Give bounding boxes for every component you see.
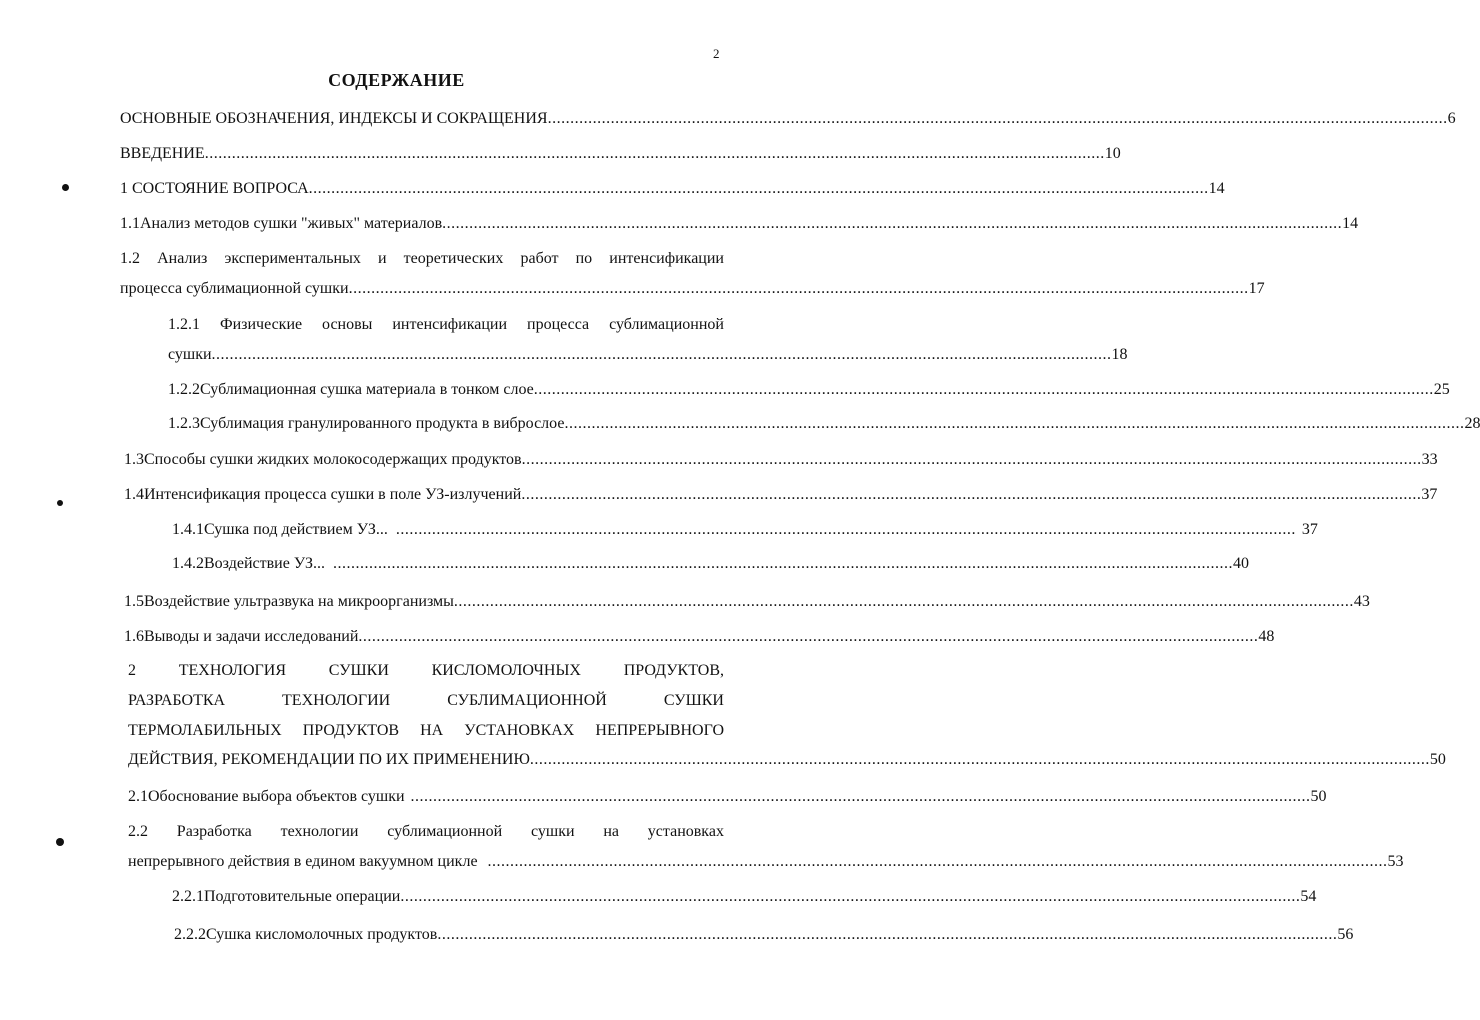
toc-page-number: 25 xyxy=(1433,381,1450,398)
toc-page-number: 18 xyxy=(1111,346,1128,363)
toc-section-number: 1.4.2 xyxy=(172,555,204,572)
toc-word: Разработка xyxy=(176,823,252,840)
toc-word: теоретических xyxy=(403,250,504,267)
toc-section-number: 2.1 xyxy=(128,788,148,805)
toc-section-number: 1.4 xyxy=(124,486,144,503)
toc-page-number: 50 xyxy=(1429,751,1446,768)
toc-page-number: 56 xyxy=(1337,926,1354,943)
dot-leader: ........................................................................................................................................................................................................ xyxy=(487,853,1388,870)
toc-entry-notation xyxy=(120,110,1456,128)
toc-page-number: 33 xyxy=(1421,451,1438,468)
dot-leader: ........................................................................................................................................................................................................ xyxy=(521,451,1422,468)
toc-word: КИСЛОМОЛОЧНЫХ xyxy=(431,662,581,679)
dot-leader: ........................................................................................................................................................................................................ xyxy=(529,751,1430,768)
toc-word: на xyxy=(603,823,619,840)
dot-leader: ........................................................................................................................................................................................................ xyxy=(437,926,1338,943)
toc-entry-1-2-2 xyxy=(168,381,1450,399)
toc-word: СУШКИ xyxy=(663,692,724,709)
toc-word: РАЗРАБОТКА xyxy=(128,692,226,709)
toc-entry-text: Воздействие ультразвука на микроорганизмы xyxy=(144,593,454,610)
toc-entry-1-5 xyxy=(124,593,1370,611)
dot-leader: ........................................................................................................................................................................................................ xyxy=(211,346,1112,363)
toc-entry-2-2-2 xyxy=(174,926,1354,944)
toc-entry-chapter-2-line4 xyxy=(128,751,1446,769)
toc-page-number: 50 xyxy=(1310,788,1327,805)
toc-entry-1-2-line1 xyxy=(120,250,724,268)
toc-section-number: 1.5 xyxy=(124,593,144,610)
toc-entry-text: 1 СОСТОЯНИЕ ВОПРОСА xyxy=(120,180,309,197)
toc-section-number: 1.4.1 xyxy=(172,521,204,538)
toc-word: СУШКИ xyxy=(328,662,389,679)
toc-word: СУБЛИМАЦИОННОЙ xyxy=(447,692,607,709)
toc-section-number: 2.2.1 xyxy=(172,888,204,905)
binder-mark xyxy=(62,184,69,191)
toc-section-number: 1.2 xyxy=(120,250,140,267)
toc-page-number: 37 xyxy=(1421,486,1438,503)
dot-leader: ........................................................................................................................................................................................................ xyxy=(533,381,1434,398)
toc-entry-chapter-2-line3: ТЕРМОЛАБИЛЬНЫХ ПРОДУКТОВ НА УСТАНОВКАХ НЕПРЕРЫВНОГО xyxy=(128,722,724,739)
toc-entry-1-2-1-line1 xyxy=(168,316,724,334)
toc-entry-text: Сушка под действием УЗ... xyxy=(204,521,388,538)
toc-entry-1-6 xyxy=(124,628,1275,646)
dot-leader: ........................................................................................................................................................................................................ xyxy=(358,628,1259,645)
toc-page-number: 17 xyxy=(1248,280,1265,297)
toc-section-number: 1.2.3 xyxy=(168,415,200,432)
toc-entry-1-2-1-line2 xyxy=(168,346,1128,364)
toc-entry-1-4 xyxy=(124,486,1438,504)
toc-entry-text: ВВЕДЕНИЕ xyxy=(120,145,205,162)
toc-word: интенсификации xyxy=(609,250,724,267)
toc-word: сублимационной xyxy=(609,316,724,333)
toc-word: интенсификации xyxy=(392,316,508,333)
toc-entry-2-2-line1 xyxy=(128,823,724,841)
toc-entry-1-3 xyxy=(124,451,1438,469)
toc-section-number: 1.6 xyxy=(124,628,144,645)
toc-word: ПРОДУКТОВ, xyxy=(623,662,724,679)
dot-leader: ........................................................................................................................................................................................................ xyxy=(332,555,1233,572)
toc-section-number: 1.1 xyxy=(120,215,140,232)
dot-leader: ........................................................................................................................................................................................................ xyxy=(442,215,1343,232)
toc-entry-1-4-1 xyxy=(172,521,1318,539)
toc-entry-text: сушки xyxy=(168,346,212,363)
toc-entry-text: Способы сушки жидких молокосодержащих продуктов xyxy=(144,451,522,468)
toc-section-number: 1.3 xyxy=(124,451,144,468)
toc-entry-1-2-line2 xyxy=(120,280,1265,298)
dot-leader: ........................................................................................................................................................................................................ xyxy=(410,788,1311,805)
binder-mark xyxy=(57,500,63,506)
toc-entry-1-4-2 xyxy=(172,555,1249,573)
toc-section-number: 1.2.2 xyxy=(168,381,200,398)
toc-entry-1-1 xyxy=(120,215,1359,233)
toc-page-number: 43 xyxy=(1353,593,1370,610)
toc-entry-chapter-2-line2 xyxy=(128,692,724,710)
toc-entry-text: Сушка кисломолочных продуктов xyxy=(206,926,438,943)
toc-entry-text: Сублимационная сушка материала в тонком слое xyxy=(200,381,534,398)
dot-leader: ........................................................................................................................................................................................................ xyxy=(521,486,1422,503)
toc-entry-text: Интенсификация процесса сушки в поле УЗ-излучений xyxy=(144,486,522,503)
toc-page-number: 40 xyxy=(1232,555,1249,572)
toc-entry-text: Подготовительные операции xyxy=(204,888,401,905)
toc-word: ТЕХНОЛОГИИ xyxy=(282,692,391,709)
toc-word: технологии xyxy=(280,823,359,840)
toc-word: основы xyxy=(322,316,373,333)
toc-section-number: 1.2.1 xyxy=(168,316,200,333)
toc-entry-2-1 xyxy=(128,788,1327,806)
toc-entry-text: ОСНОВНЫЕ ОБОЗНАЧЕНИЯ, ИНДЕКСЫ И СОКРАЩЕНИЯ xyxy=(120,110,548,127)
dot-leader: ........................................................................................................................................................................................................ xyxy=(395,521,1296,538)
toc-page-number: 48 xyxy=(1258,628,1275,645)
toc-word: процесса xyxy=(527,316,590,333)
toc-word: установках xyxy=(647,823,724,840)
toc-word: Физические xyxy=(219,316,303,333)
toc-word: сублимационной xyxy=(387,823,503,840)
toc-page-number: 6 xyxy=(1447,110,1456,127)
toc-entry-text: Воздействие УЗ... xyxy=(204,555,325,572)
dot-leader: ........................................................................................................................................................................................................ xyxy=(453,593,1354,610)
toc-word: и xyxy=(377,250,387,267)
toc-entry-text: Анализ методов сушки "живых" материалов xyxy=(140,215,443,232)
dot-leader: ........................................................................................................................................................................................................ xyxy=(400,888,1301,905)
dot-leader: ........................................................................................................................................................................................................ xyxy=(204,145,1105,162)
toc-page-number: 37 xyxy=(1301,521,1318,538)
toc-word: по xyxy=(575,250,593,267)
toc-page-number: 53 xyxy=(1387,853,1404,870)
binder-mark xyxy=(56,838,64,846)
page-number: 2 xyxy=(713,46,720,61)
toc-page-number: 14 xyxy=(1342,215,1359,232)
toc-entry-introduction xyxy=(120,145,1121,163)
toc-section-number: 2 xyxy=(128,662,136,679)
toc-entry-2-2-1 xyxy=(172,888,1317,906)
toc-entry-1-2-3 xyxy=(168,415,1480,433)
toc-section-number: 2.2.2 xyxy=(174,926,206,943)
toc-entry-chapter-1 xyxy=(120,180,1225,198)
toc-word: Анализ xyxy=(157,250,208,267)
dot-leader: ........................................................................................................................................................................................................ xyxy=(564,415,1465,432)
toc-entry-text: Обоснование выбора объектов сушки xyxy=(148,788,405,805)
dot-leader: ........................................................................................................................................................................................................ xyxy=(348,280,1249,297)
toc-entry-text: непрерывного действия в едином вакуумном цикле xyxy=(128,853,478,870)
toc-page-number: 28 xyxy=(1464,415,1480,432)
toc-word: экспериментальных xyxy=(224,250,361,267)
toc-page-number: 54 xyxy=(1300,888,1317,905)
toc-entry-text: процесса сублимационной сушки xyxy=(120,280,349,297)
toc-word: работ xyxy=(520,250,559,267)
toc-word: ТЕХНОЛОГИЯ xyxy=(178,662,287,679)
toc-entry-chapter-2-line1 xyxy=(128,662,724,680)
dot-leader: ........................................................................................................................................................................................................ xyxy=(308,180,1209,197)
toc-section-number: 2.2 xyxy=(128,823,148,840)
toc-word: сушки xyxy=(530,823,575,840)
toc-entry-2-2-line2 xyxy=(128,853,1404,871)
page-title: СОДЕРЖАНИЕ xyxy=(328,70,465,90)
toc-page-number: 14 xyxy=(1208,180,1225,197)
toc-page-number: 10 xyxy=(1104,145,1121,162)
dot-leader: ........................................................................................................................................................................................................ xyxy=(547,110,1448,127)
toc-entry-text: ДЕЙСТВИЯ, РЕКОМЕНДАЦИИ ПО ИХ ПРИМЕНЕНИЮ xyxy=(128,751,530,768)
toc-entry-text: Сублимация гранулированного продукта в виброслое xyxy=(200,415,565,432)
toc-entry-text: Выводы и задачи исследований xyxy=(144,628,359,645)
